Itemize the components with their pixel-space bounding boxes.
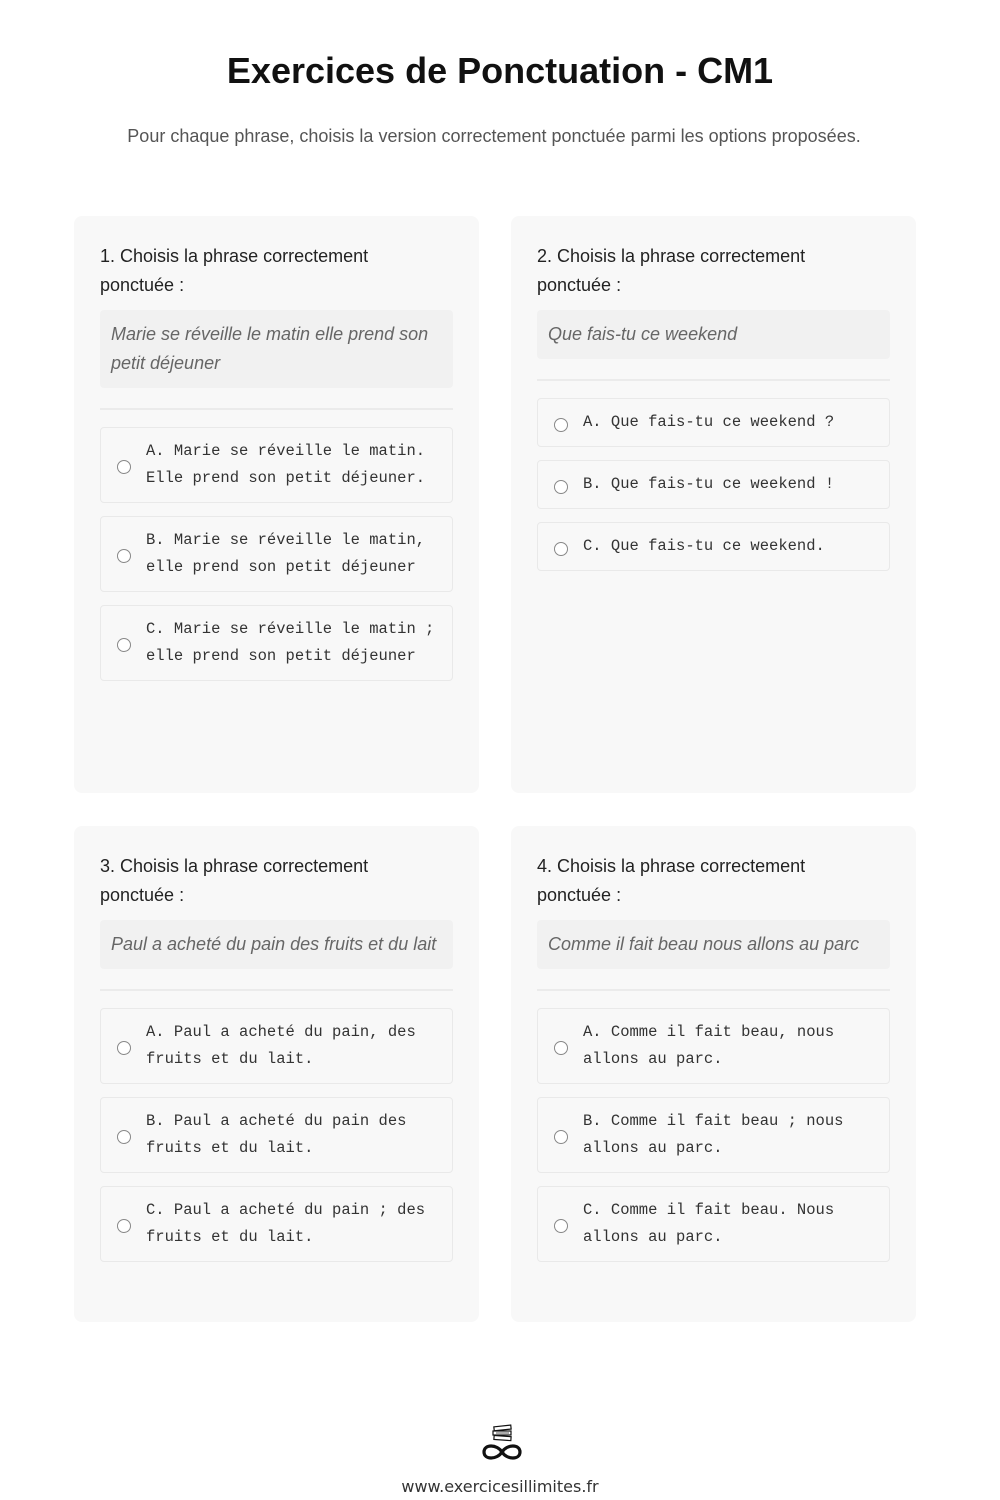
sentence-to-punctuate: Comme il fait beau nous allons au parc bbox=[537, 920, 890, 969]
radio-button[interactable] bbox=[117, 549, 131, 563]
option-c[interactable] bbox=[100, 1186, 453, 1262]
option-text: A. Que fais-tu ce weekend ? bbox=[583, 413, 835, 431]
radio-button[interactable] bbox=[554, 1130, 568, 1144]
option-b[interactable] bbox=[537, 1097, 890, 1173]
radio-button[interactable] bbox=[117, 460, 131, 474]
option-c[interactable] bbox=[537, 522, 890, 571]
sentence-to-punctuate: Marie se réveille le matin elle prend son petit déjeuner bbox=[100, 310, 453, 388]
question-card-1 bbox=[74, 216, 479, 793]
option-text: C. Marie se réveille le matin ; elle prend son petit déjeuner bbox=[146, 620, 435, 665]
option-b[interactable] bbox=[100, 1097, 453, 1173]
option-a[interactable] bbox=[100, 1008, 453, 1084]
question-card-3 bbox=[74, 826, 479, 1322]
question-title: 1. Choisis la phrase correctement ponctuée : bbox=[100, 246, 369, 295]
option-c[interactable] bbox=[100, 605, 453, 681]
question-title: 4. Choisis la phrase correctement ponctuée : bbox=[537, 856, 806, 905]
option-b[interactable] bbox=[537, 460, 890, 509]
radio-button[interactable] bbox=[117, 1219, 131, 1233]
divider bbox=[100, 408, 453, 410]
option-a[interactable] bbox=[537, 1008, 890, 1084]
radio-button[interactable] bbox=[554, 1219, 568, 1233]
radio-button[interactable] bbox=[554, 418, 568, 432]
radio-button[interactable] bbox=[554, 542, 568, 556]
divider bbox=[537, 379, 890, 381]
question-title: 3. Choisis la phrase correctement ponctuée : bbox=[100, 856, 369, 905]
question-title: 2. Choisis la phrase correctement ponctuée : bbox=[537, 246, 806, 295]
option-text: C. Paul a acheté du pain ; des fruits et du lait. bbox=[146, 1201, 426, 1246]
divider bbox=[100, 989, 453, 991]
option-text: B. Marie se réveille le matin, elle prend son petit déjeuner bbox=[146, 531, 426, 576]
radio-button[interactable] bbox=[117, 638, 131, 652]
option-c[interactable] bbox=[537, 1186, 890, 1262]
option-text: B. Paul a acheté du pain des fruits et du lait. bbox=[146, 1112, 407, 1157]
option-text: B. Comme il fait beau ; nous allons au parc. bbox=[583, 1112, 844, 1157]
option-text: C. Que fais-tu ce weekend. bbox=[583, 537, 825, 555]
footer-website-url: www.exercicesillimites.fr bbox=[401, 1477, 599, 1496]
option-a[interactable] bbox=[537, 398, 890, 447]
question-card-4 bbox=[511, 826, 916, 1322]
divider bbox=[537, 989, 890, 991]
question-card-2 bbox=[511, 216, 916, 793]
option-a[interactable] bbox=[100, 427, 453, 503]
radio-button[interactable] bbox=[554, 480, 568, 494]
sentence-to-punctuate: Paul a acheté du pain des fruits et du lait bbox=[100, 920, 453, 969]
option-b[interactable] bbox=[100, 516, 453, 592]
radio-button[interactable] bbox=[117, 1041, 131, 1055]
option-text: A. Marie se réveille le matin. Elle prend son petit déjeuner. bbox=[146, 442, 426, 487]
option-text: B. Que fais-tu ce weekend ! bbox=[583, 475, 835, 493]
option-text: A. Paul a acheté du pain, des fruits et du lait. bbox=[146, 1023, 416, 1068]
radio-button[interactable] bbox=[117, 1130, 131, 1144]
option-text: A. Comme il fait beau, nous allons au parc. bbox=[583, 1023, 835, 1068]
infinity-books-logo-icon bbox=[478, 1424, 526, 1464]
option-text: C. Comme il fait beau. Nous allons au parc. bbox=[583, 1201, 835, 1246]
radio-button[interactable] bbox=[554, 1041, 568, 1055]
page-title: Exercices de Ponctuation - CM1 bbox=[226, 50, 774, 91]
sentence-to-punctuate: Que fais-tu ce weekend bbox=[537, 310, 890, 359]
instructions-text: Pour chaque phrase, choisis la version correctement ponctuée parmi les options proposées. bbox=[127, 126, 861, 146]
